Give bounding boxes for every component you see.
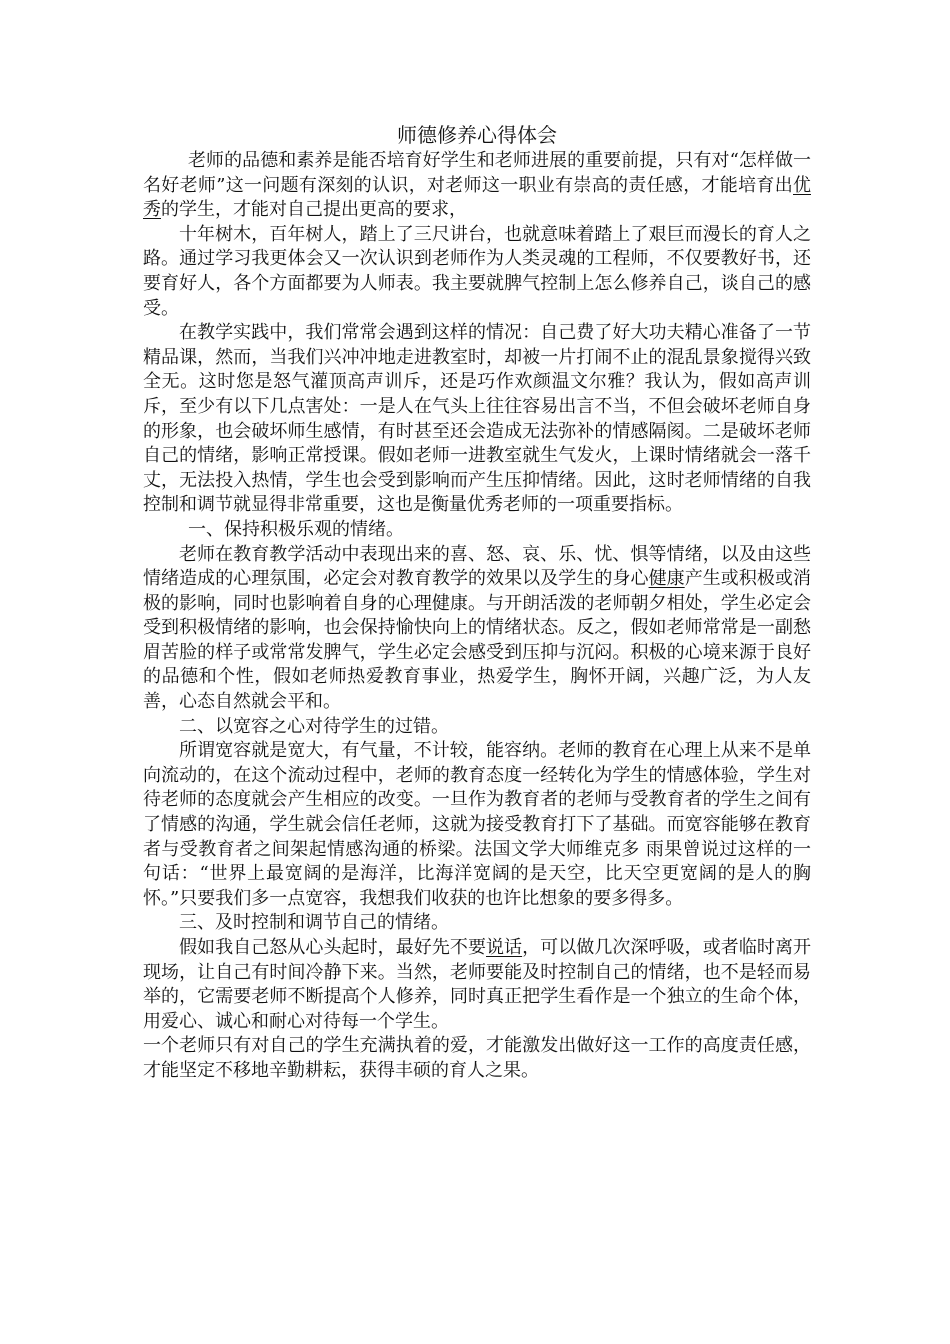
- paragraph-6-text-a: 假如我自己怒从心头起时，最好先不要: [179, 937, 486, 958]
- paragraph-intro: [143, 149, 811, 223]
- paragraph-6: [143, 936, 811, 1034]
- document-body: [143, 121, 811, 1084]
- paragraph-intro-text-a: 老师的品德和素养是能否培育好学生和老师进展的重要前提，只有对“怎样做一名好老师”这一问题有深刻的认识，对老师这一职业有崇高的责任感，才能培育出: [143, 150, 811, 196]
- paragraph-3: 在教学实践中，我们常常会遇到这样的情况：自己费了好大功夫精心准备了一节精品课，然而，当我们兴冲冲地走进教室时，却被一片打闹不止的混乱景象搅得兴致全无。这时您是怒气灌顶高声训斥，还是巧作欢颜温文尔雅？我认为，假如高声训斥，至少有以下几点害处：一是人在气头上往往容易出言不当，不但会破坏老师自身的形象，也会破坏师生感情，有时甚至还会造成无法弥补的情感隔阂。二是破坏老师自己的情绪，影响正常授课。假如老师一进教室就生气发火，上课时情绪就会一落千丈，无法投入热情，学生也会受到影响而产生压抑情绪。因此，这时老师情绪的自我控制和调节就显得非常重要，这也是衡量优秀老师的一项重要指标。: [143, 322, 811, 516]
- link-shuohua[interactable]: 说话: [486, 937, 523, 958]
- paragraph-7: 一个老师只有对自己的学生充满执着的爱，才能激发出做好这一工作的高度责任感，才能坚定不移地辛勤耕耘，获得丰硕的育人之果。: [143, 1035, 811, 1081]
- section-heading-2: 二、以宽容之心对待学生的过错。: [179, 715, 449, 737]
- section-heading-3: 三、及时控制和调节自己的情绪。: [179, 912, 449, 934]
- document-title: 师德修养心得体会: [397, 123, 557, 147]
- link-jiankang[interactable]: 健康: [648, 568, 685, 590]
- paragraph-4: [143, 543, 811, 715]
- section-heading-1: 一、保持积极乐观的情绪。: [188, 518, 404, 540]
- paragraph-2: 十年树木，百年树人，踏上了三尺讲台，也就意味着踏上了艰巨而漫长的育人之路。通过学习我更体会又一次认识到老师作为人类灵魂的工程师，不仅要教好书，还要育好人，各个方面都要为人师表。我主要就脾气控制上怎么修养自己，谈自己的感受。: [143, 223, 811, 319]
- paragraph-intro-text-b: 的学生，才能对自己提出更高的要求，: [161, 199, 467, 221]
- paragraph-6-text-b: ，可以做几次深呼吸，或者临时离开现场，让自己有时间冷静下来。当然，老师要能及时控制自己的情绪，也不是轻而易举的，它需要老师不断提高个人修养，同时真正把学生看作是一个独立的生命个体，用爱心、诚心和耐心对待每一个学生。: [143, 937, 812, 1032]
- link-youxiu[interactable]: 优秀: [143, 174, 811, 221]
- paragraph-5: 所谓宽容就是宽大，有气量，不计较，能容纳。老师的教育在心理上从来不是单向流动的，在这个流动过程中，老师的教育态度一经转化为学生的情感体验，学生对待老师的态度就会产生相应的改变。一旦作为教育者的老师与受教育者的学生之间有了情感的沟通，学生就会信任老师，这就为接受教育打下了基础。而宽容能够在教育者与受教育者之间架起情感沟通的桥梁。法国文学大师维克多 雨果曾说过这样的一句话：“世界上最宽阔的是海洋，比海洋宽阔的是天空，比天空更宽阔的是人的胸怀。”只要我们多一点宽容，我想我们收获的也许比想象的要多得多。: [143, 740, 811, 909]
- paragraph-4-text-b: 产生或积极或消极的影响，同时也影响着自身的心理健康。与开朗活泼的老师朝夕相处，学生必定会受到积极情绪的影响，也会保持愉快向上的情绪状态。反之，假如老师常常是一副愁眉苦脸的样子或常常发脾气，学生必定会感受到压抑与沉闷。积极的心境来源于良好的品德和个性，假如老师热爱教育事业，热爱学生，胸怀开阔，兴趣广泛，为人友善，心态自然就会平和。: [143, 568, 812, 713]
- paragraph-4-text-a: 老师在教育教学活动中表现出来的喜、怒、哀、乐、忧、惧等情绪，以及由这些情绪造成的心理氛围，必定会对教育教学的效果以及学生的身心: [143, 543, 811, 590]
